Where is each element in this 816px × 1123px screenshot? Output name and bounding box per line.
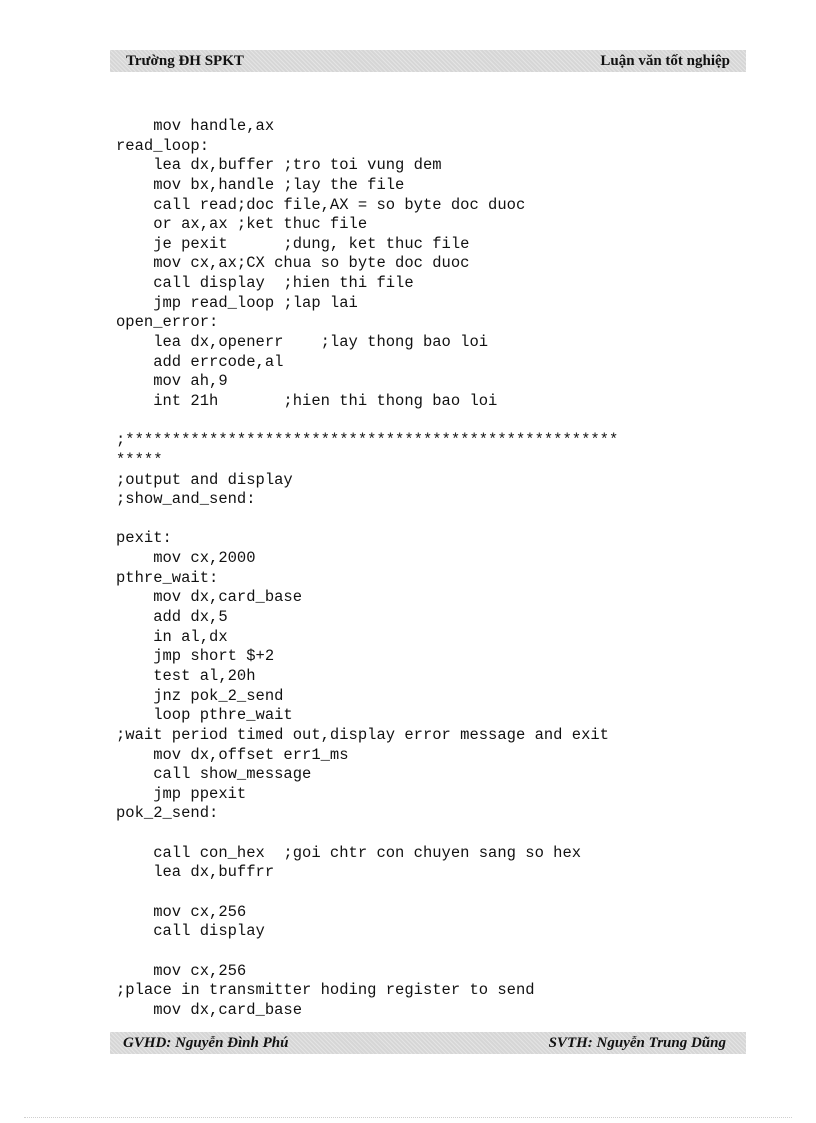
- code-line: mov dx,offset err1_ms: [116, 745, 349, 764]
- code-line: ;place in transmitter hoding register to send: [116, 981, 535, 1000]
- code-line: pthre_wait:: [116, 568, 219, 587]
- code-line: [116, 824, 618, 844]
- code-line: call read;doc file,AX = so byte doc duoc: [116, 195, 526, 214]
- footer-advisor: GVHD: Nguyễn Đình Phú: [123, 1035, 289, 1051]
- code-line: lea dx,buffer ;tro toi vung dem: [116, 156, 442, 175]
- code-line: read_loop:: [116, 136, 210, 155]
- code-line: add errcode,al: [116, 352, 284, 371]
- code-line: mov dx,card_base: [116, 1000, 303, 1019]
- code-line: test al,20h: [116, 666, 256, 685]
- header-thesis-title: Luận văn tốt nghiệp: [600, 53, 730, 69]
- code-line: jmp read_loop ;lap lai: [116, 293, 358, 312]
- code-line: int 21h ;hien thi thong bao loi: [116, 391, 498, 410]
- code-line: mov cx,ax;CX chua so byte doc duoc: [116, 254, 470, 273]
- code-line: ;show_and_send:: [116, 490, 256, 509]
- code-line: open_error:: [116, 313, 219, 332]
- code-line: mov ah,9: [116, 372, 228, 391]
- footer-student: SVTH: Nguyễn Trung Dũng: [548, 1035, 726, 1051]
- code-line: loop pthre_wait: [116, 706, 293, 725]
- code-line: jnz pok_2_send: [116, 686, 284, 705]
- code-line: je pexit ;dung, ket thuc file: [116, 234, 470, 253]
- code-line: jmp ppexit: [116, 784, 247, 803]
- code-line: call con_hex ;goi chtr con chuyen sang so hex: [116, 843, 582, 862]
- code-line: ;*****************************************************: [116, 431, 619, 450]
- code-line: mov bx,handle ;lay the file: [116, 175, 405, 194]
- code-line: or ax,ax ;ket thuc file: [116, 215, 368, 234]
- code-line: *****: [116, 450, 163, 469]
- code-line: ;output and display: [116, 470, 293, 489]
- code-line: call display ;hien thi file: [116, 274, 414, 293]
- code-line: mov dx,card_base: [116, 588, 303, 607]
- code-line: [116, 510, 618, 530]
- code-line: mov cx,256: [116, 961, 247, 980]
- code-line: pexit:: [116, 529, 172, 548]
- code-line: ;wait period timed out,display error message and exit: [116, 725, 609, 744]
- code-line: [116, 942, 618, 962]
- code-line: lea dx,buffrr: [116, 863, 275, 882]
- code-line: mov cx,2000: [116, 549, 256, 568]
- code-line: add dx,5: [116, 608, 228, 627]
- code-line: in al,dx: [116, 627, 228, 646]
- code-line: [116, 883, 618, 903]
- page-header: [110, 50, 746, 72]
- page-footer: [110, 1032, 746, 1054]
- code-line: call show_message: [116, 765, 312, 784]
- code-line: [116, 412, 618, 432]
- code-line: lea dx,openerr ;lay thong bao loi: [116, 333, 489, 352]
- code-line: jmp short $+2: [116, 647, 275, 666]
- header-school: Trường ĐH SPKT: [126, 53, 244, 69]
- code-line: mov handle,ax: [116, 117, 275, 135]
- code-line: pok_2_send:: [116, 804, 219, 823]
- code-line: call display: [116, 922, 265, 941]
- code-line: mov cx,256: [116, 902, 247, 921]
- page-edge-rule: [24, 1117, 792, 1118]
- code-listing: [116, 117, 618, 1020]
